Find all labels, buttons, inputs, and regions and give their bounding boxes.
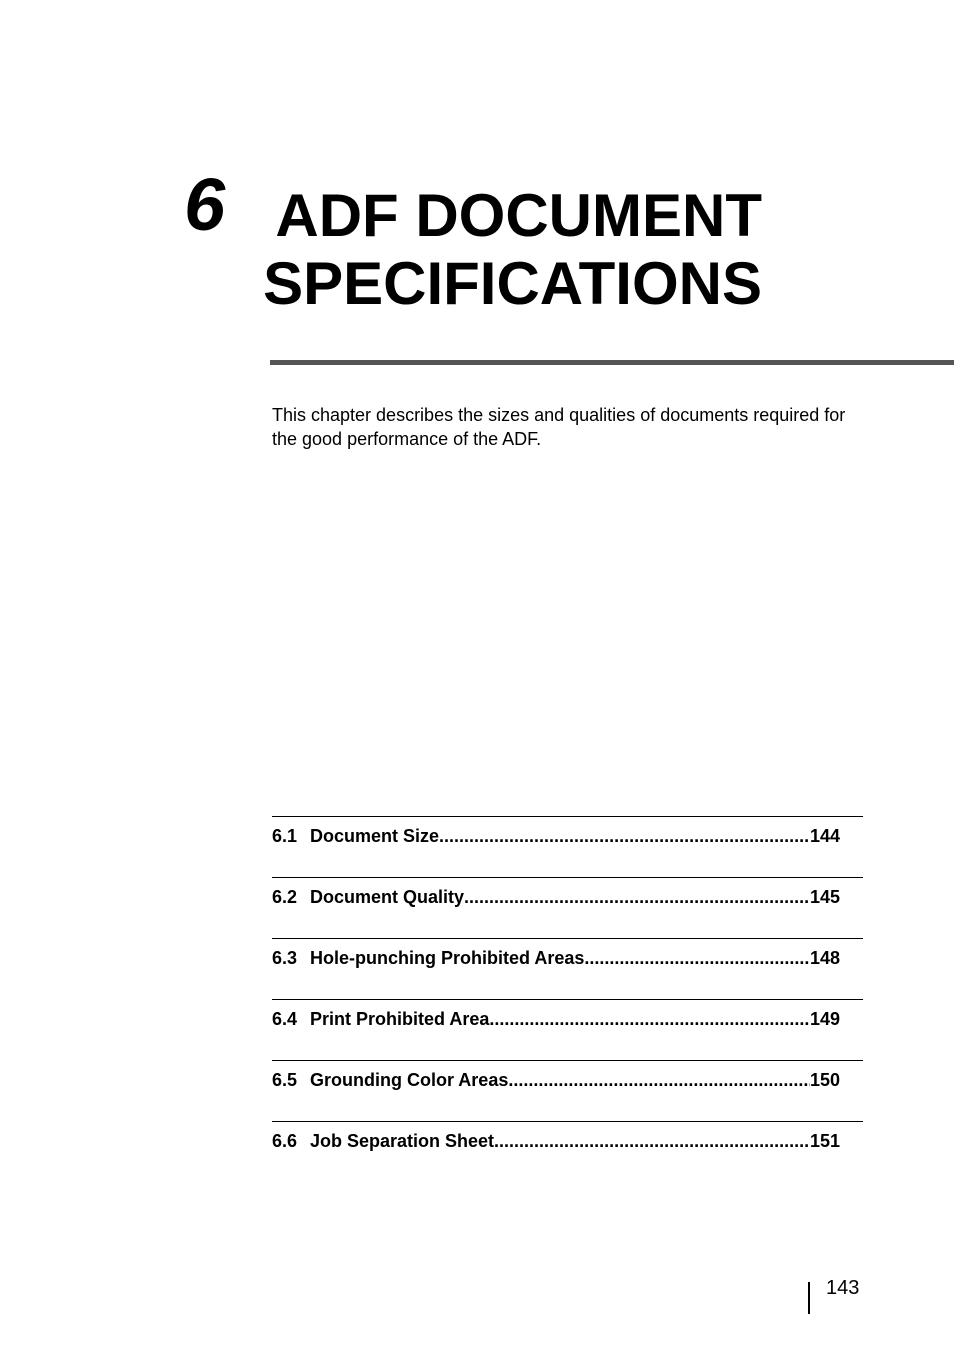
- toc-link[interactable]: [272, 1131, 840, 1152]
- toc-item: [272, 938, 863, 999]
- toc-leader-dots: [508, 1070, 810, 1091]
- chapter-title-line-2: SPECIFICATIONS: [263, 250, 762, 317]
- toc-leader-dots: [584, 948, 810, 969]
- chapter-number: 6: [184, 163, 226, 246]
- toc-link[interactable]: [272, 1009, 840, 1030]
- page-number-bar: [808, 1282, 810, 1314]
- toc-item: [272, 1060, 863, 1121]
- toc-link[interactable]: [272, 887, 840, 908]
- title-divider: [270, 360, 954, 365]
- toc-section-number: 6.1: [272, 826, 298, 846]
- toc-link[interactable]: [272, 1070, 840, 1091]
- toc-section-number: 6.5: [272, 1070, 298, 1090]
- toc-section-title: Grounding Color Areas: [310, 1070, 509, 1090]
- toc-leader-dots: [464, 887, 810, 908]
- toc-section-number: 6.3: [272, 948, 298, 968]
- toc-section-title: Document Quality: [310, 887, 465, 907]
- toc-section-title: Print Prohibited Area: [310, 1009, 490, 1029]
- toc-leader-dots: [439, 826, 810, 847]
- chapter-title: [262, 182, 762, 318]
- page-number: 143: [826, 1277, 860, 1299]
- toc-item: [272, 999, 863, 1060]
- toc-leader-dots: [494, 1131, 810, 1152]
- toc-page-number: 145: [809, 887, 840, 907]
- toc-section-number: 6.4: [272, 1009, 298, 1029]
- chapter-intro: This chapter describes the sizes and qualities of documents required for the good performance of the ADF.: [272, 405, 846, 449]
- toc-section-number: 6.2: [272, 887, 298, 907]
- toc-item: [272, 1121, 863, 1182]
- toc-page-number: 148: [809, 948, 840, 968]
- table-of-contents: [272, 816, 863, 1182]
- toc-item: [272, 877, 863, 938]
- toc-section-title: Hole-punching Prohibited Areas: [310, 948, 585, 968]
- toc-page-number: 151: [809, 1131, 840, 1151]
- chapter-title-line-1: ADF DOCUMENT: [275, 182, 762, 249]
- toc-page-number: 150: [809, 1070, 840, 1090]
- toc-page-number: 149: [809, 1009, 840, 1029]
- toc-section-title: Job Separation Sheet: [310, 1131, 495, 1151]
- toc-item: [272, 816, 863, 877]
- toc-link[interactable]: [272, 826, 840, 847]
- toc-leader-dots: [489, 1009, 810, 1030]
- toc-link[interactable]: [272, 948, 840, 969]
- toc-section-number: 6.6: [272, 1131, 298, 1151]
- toc-section-title: Document Size: [310, 826, 440, 846]
- toc-page-number: 144: [809, 826, 840, 846]
